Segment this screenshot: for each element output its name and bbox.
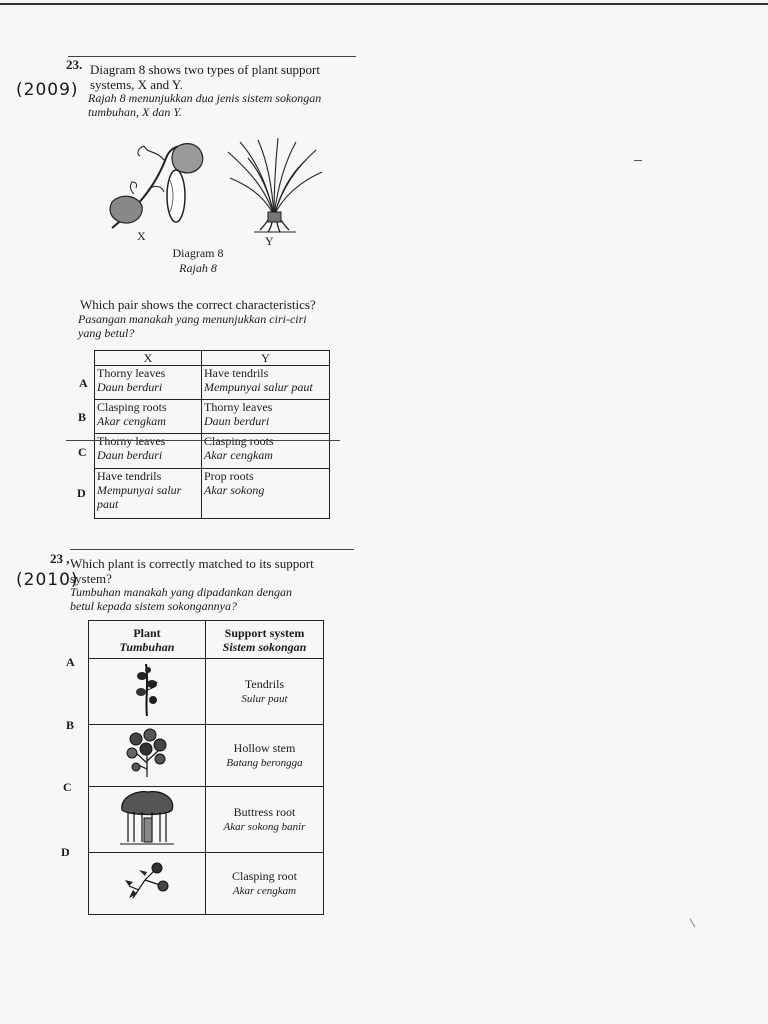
cell-en: Thorny leaves [204,400,273,414]
q2-text-en-line2: system? [70,571,112,586]
q1-cut-line [66,440,340,441]
q1-text-en-line1: Diagram 8 shows two types of plant support [90,62,321,77]
cell-my: Akar cengkam [97,414,166,428]
plant-x-label: X [137,229,146,243]
flower-plant-icon [123,860,171,902]
q2-row-c-support-en: Buttress root [233,805,296,819]
q1-option-b[interactable]: B [78,410,87,424]
cell-en: Thorny leaves [97,434,166,448]
q2-row-a-plant [89,659,206,725]
table-row [95,434,330,469]
q1-row-a-y [202,366,330,400]
cell-en: Clasping roots [97,400,167,414]
q2-text-en-line1: Which plant is correctly matched to its support [70,556,314,571]
q1-prompt-en: Which pair shows the correct characteristics? [80,297,316,312]
table-row [89,787,324,853]
banyan-tree-icon [118,788,176,846]
q1-table-header-row [95,351,330,366]
cell-en: Thorny leaves [97,366,166,380]
cell-my: Mempunyai salur paut [204,380,313,394]
cell-my: Daun berduri [204,414,270,428]
q1-text-en-line2: systems, X and Y. [90,77,183,92]
q2-text-my-line2: betul kepada sistem sokongannya? [70,599,237,613]
q1-text-en [90,62,360,92]
q1-number-text: 23 [66,57,79,72]
cell-my: Akar sokong [204,483,265,497]
q1-row-c-x [95,434,202,469]
q2-row-b-support [206,725,324,787]
cell-en: Clasping roots [204,434,274,448]
cell-my: Mempunyai salur paut [97,483,182,511]
q1-characteristics-table [94,350,330,519]
cell-en: Prop roots [204,469,254,483]
q1-row-b-x [95,400,202,434]
q2-row-c-support [206,787,324,853]
plant-y-label: Y [265,234,274,248]
q2-text-my [70,585,370,613]
q1-row-d-y [202,469,330,519]
q2-row-a-support-en: Tendrils [244,677,285,691]
q2-header-support-my: Sistem sokongan [222,639,307,654]
q2-separator [70,549,354,550]
climbing-plant-icon [132,660,162,718]
q1-row-a-x [95,366,202,400]
q2-row-d-support-en: Clasping root [232,869,297,883]
table-row [89,853,324,915]
q2-option-c[interactable]: C [63,780,72,794]
q2-row-b-support-my: Batang berongga [226,757,303,769]
q2-header-plant [89,621,206,659]
cell-my: Daun berduri [97,380,163,394]
q2-number: 23 , [50,551,70,566]
table-row [95,400,330,434]
q2-row-d-support-my: Akar cengkam [232,885,297,897]
q2-number-text: 23 [50,551,63,566]
table-row [95,469,330,519]
q2-row-b-plant [89,725,206,787]
q1-number: 23. [66,57,83,72]
q1-option-a[interactable]: A [79,376,88,390]
q2-year-note: (2010) [16,570,79,590]
q2-option-b[interactable]: B [66,718,75,732]
q1-row-c-y [202,434,330,469]
q1-text-my-line1: Rajah 8 menunjukkan dua jenis sistem sokongan [88,91,322,105]
q2-text-en [70,556,360,586]
page-top-border [0,3,768,5]
q2-row-a-support [206,659,324,725]
q2-row-d-plant [89,853,206,915]
q1-header-y: Y [202,351,330,366]
q2-header-plant-en: Plant [133,625,161,640]
q1-row-b-y [202,400,330,434]
q2-option-d[interactable]: D [61,845,70,859]
q2-row-a-support-my: Sulur paut [241,693,288,705]
scan-mark [690,918,696,927]
q2-table-header-row [89,621,324,659]
q1-header-x: X [95,351,202,366]
q1-separator [68,56,356,57]
plant-y-illustration [226,138,324,234]
q2-header-support-en: Support system [224,625,305,640]
q1-prompt-my-line2: yang betul? [78,326,135,340]
q1-option-c[interactable]: C [78,445,87,459]
cell-my: Daun berduri [97,448,163,462]
q2-header-support [206,621,324,659]
table-row [89,725,324,787]
q1-text-my-line2: tumbuhan, X dan Y. [88,105,182,119]
q1-text-my [88,91,368,119]
q2-row-c-plant [89,787,206,853]
flowering-shrub-icon [124,727,170,779]
q2-header-plant-my: Tumbuhan [119,639,175,654]
cell-my: Akar cengkam [204,448,273,462]
plant-x-illustration [104,140,216,238]
q2-row-b-support-en: Hollow stem [233,741,296,755]
q1-row-d-x [95,469,202,519]
q2-row-c-support-my: Akar sokong banir [223,821,306,833]
q2-row-d-support [206,853,324,915]
scan-mark [634,160,642,161]
q2-text-my-line1: Tumbuhan manakah yang dipadankan dengan [70,585,292,599]
diagram-caption-my: Rajah 8 [179,261,217,275]
cell-en: Have tendrils [204,366,269,380]
q1-prompt-my [78,312,368,340]
table-row [89,659,324,725]
q2-option-a[interactable]: A [66,655,75,669]
q1-prompt-my-line1: Pasangan manakah yang menunjukkan ciri-ciri [78,312,307,326]
q1-year-note: (2009) [16,80,79,100]
table-row [95,366,330,400]
q2-support-table [88,620,324,915]
diagram-caption-en: Diagram 8 [172,246,224,260]
cell-en: Have tendrils [97,469,162,483]
q1-option-d[interactable]: D [77,486,86,500]
